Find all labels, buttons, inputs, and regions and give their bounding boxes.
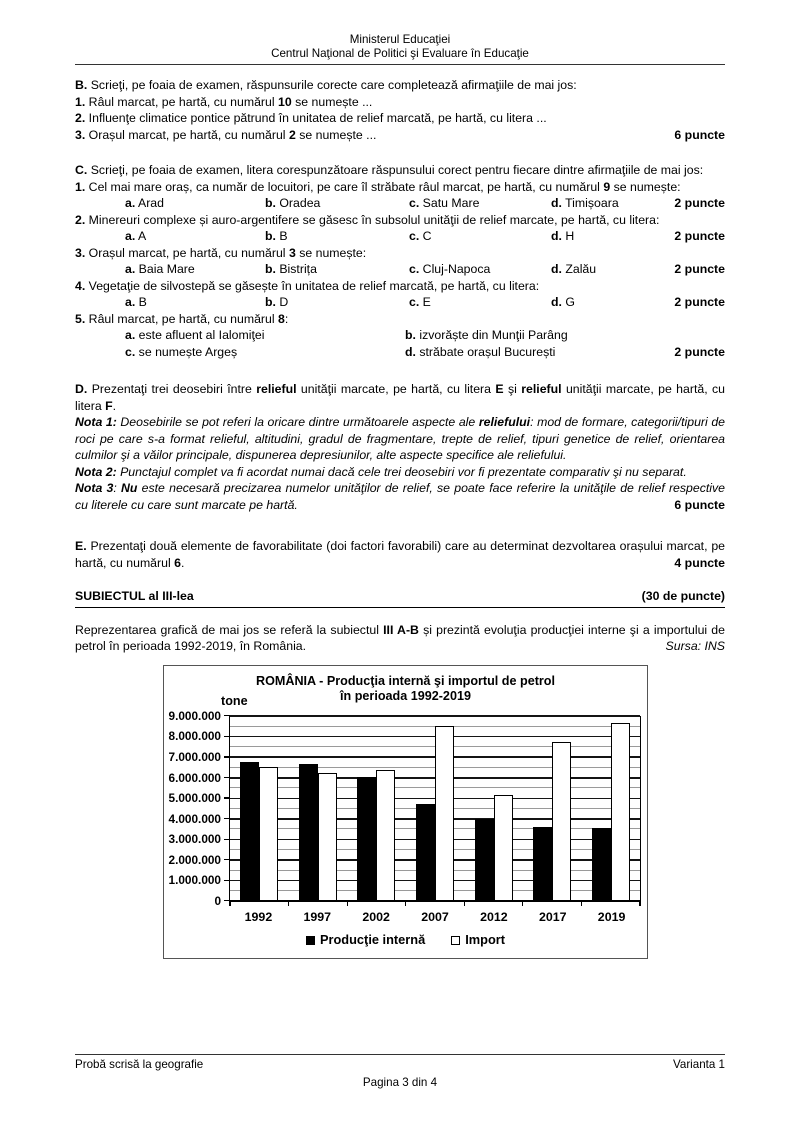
section-e <box>75 538 725 571</box>
x-axis-label: 2017 <box>538 909 567 924</box>
text-segment: Scrieţi, pe foaia de examen, răspunsurile corecte care completează afirmaţiile de mai jos: <box>87 78 577 93</box>
page-footer <box>75 1054 725 1090</box>
text-segment: Râul marcat, pe hartă, cu numărul <box>85 94 279 109</box>
bar-productie-interna-1992 <box>240 762 259 901</box>
text-segment: Nota 2: <box>75 464 117 479</box>
chart-unit-label: tone <box>221 693 248 708</box>
text-segment: . <box>112 398 117 413</box>
text-line <box>75 464 725 481</box>
option-d: d. străbate orașul București <box>405 344 556 359</box>
text-segment: se numește: <box>295 245 367 260</box>
option-d: d. Timișoara <box>551 196 619 211</box>
bar-group-1997 <box>289 716 348 901</box>
text-segment: se numește: <box>610 179 681 194</box>
text-segment: 2 puncte <box>674 229 725 244</box>
chart-plot <box>168 708 641 908</box>
x-axis-labels <box>229 909 641 926</box>
text-segment: Prezentaţi trei deosebiri între <box>87 382 257 397</box>
x-axis-label: 1997 <box>303 909 332 924</box>
x-axis-tick <box>522 901 523 906</box>
text-line <box>75 381 725 414</box>
options-row <box>75 228 725 245</box>
text-segment: . <box>180 555 185 570</box>
text-segment: Nota 3 <box>75 481 114 496</box>
page-header <box>75 0 725 65</box>
x-axis-label: 2012 <box>480 909 508 924</box>
bar-productie-interna-2019 <box>592 828 611 901</box>
text-segment: 10 <box>278 94 292 109</box>
subject-title: SUBIECTUL al III-lea <box>75 589 194 604</box>
section-d <box>75 381 725 513</box>
legend-label: Producţie internă <box>319 931 426 947</box>
text-segment: Scrieţi, pe foaia de examen, litera corespunzătoare răspunsului corect pentru fiecare dintre afirmaţiile de mai jos: <box>87 163 704 178</box>
x-axis-tick <box>464 901 465 906</box>
text-segment: se numește ... <box>291 94 373 109</box>
chart-legend <box>164 932 647 949</box>
y-axis-label: 3.000.000 <box>168 832 221 847</box>
option-b: b. izvorăște din Munţii Parâng <box>405 328 568 343</box>
text-segment: 2. <box>75 212 86 227</box>
text-segment: III A-B <box>383 622 419 637</box>
x-axis-tick <box>639 901 640 906</box>
text-segment: Nota 1: <box>75 415 117 430</box>
text-line <box>75 94 725 111</box>
text-segment: : mod de formare, categorii/tipuri de roci pe care s-a format relieful, altitudini, gradul de fragmentare, trepte de relief, tipuri genetice de relief, orientarea culmilor şi a văilor principale, dispunerea depresiunilor, alte aspecte specifice ale reliefului. <box>75 415 725 463</box>
text-segment: relieful <box>256 382 297 397</box>
text-line <box>75 212 725 229</box>
option-a: a. Baia Mare <box>125 262 195 277</box>
subject-points: (30 de puncte) <box>641 589 725 604</box>
option-c: c. E <box>409 295 431 310</box>
chart-intro-paragraph <box>75 622 725 655</box>
legend-swatch-icon <box>306 936 315 945</box>
option-c: c. Cluj-Napoca <box>409 262 491 277</box>
option-b: b. Oradea <box>265 196 321 211</box>
section-c <box>75 162 725 360</box>
y-axis-label: 1.000.000 <box>168 873 221 888</box>
text-line <box>75 77 725 94</box>
y-axis-label: 0 <box>214 893 221 908</box>
text-segment: Minereuri complexe și auro-argentifere se găsesc în subsolul unităţii de relief marcate, pe hartă, cu litera: <box>85 212 660 227</box>
text-segment: Orașul marcat, pe hartă, cu numărul <box>85 127 289 142</box>
points-marker <box>674 228 725 245</box>
option-a: a. Arad <box>125 196 164 211</box>
text-segment: 4. <box>75 278 86 293</box>
text-segment: 9 <box>603 179 611 194</box>
text-segment: și prezintă evoluţia producţiei interne şi a importului de petrol în perioada 1992-2019, în România. <box>75 622 725 654</box>
text-segment: 1. <box>75 179 86 194</box>
legend-item-productie-interna <box>306 932 425 949</box>
text-segment: reliefului <box>478 415 531 430</box>
ministry-line: Ministerul Educaţiei <box>349 33 451 46</box>
bar-group-1992 <box>230 716 289 901</box>
text-segment: 8 <box>278 311 285 326</box>
bar-productie-interna-2007 <box>416 804 435 901</box>
y-axis-label: 2.000.000 <box>168 852 221 867</box>
text-segment: se numește ... <box>295 127 377 142</box>
text-segment: 2. <box>75 111 86 126</box>
bar-import-2017 <box>552 742 571 901</box>
option-d: d. G <box>551 295 575 310</box>
text-segment: Deosebirile se pot referi la oricare dintre următoarele aspecte ale <box>116 415 479 430</box>
option-c: c. Satu Mare <box>409 196 480 211</box>
text-segment: 1. <box>75 94 86 109</box>
options-row <box>75 195 725 212</box>
legend-label: Import <box>465 931 506 947</box>
points-marker <box>674 195 725 212</box>
option-a: a. B <box>125 295 147 310</box>
text-segment: 2 <box>288 127 296 142</box>
text-segment: B. <box>75 78 88 93</box>
legend-item-import <box>451 932 505 949</box>
option-b: b. Bistrița <box>265 262 317 277</box>
bar-import-2007 <box>435 726 454 901</box>
option-b: b. D <box>265 295 289 310</box>
text-segment: Influenţe climatice pontice pătrund în unitatea de relief marcată, pe hartă, cu litera ... <box>85 111 547 126</box>
text-segment: 2 puncte <box>674 262 725 277</box>
x-axis-label: 2002 <box>362 909 390 924</box>
text-segment: unităţii marcate, pe hartă, cu litera <box>296 382 496 397</box>
text-segment: Vegetaţie de silvostepă se găsește în unitatea de relief marcată, pe hartă, cu litera: <box>85 278 540 293</box>
text-segment: E <box>495 382 504 397</box>
chart-title: ROMÂNIA - Producţia internă şi importul de petrol <box>255 673 555 688</box>
text-segment: 3. <box>75 127 86 142</box>
options-row <box>75 327 725 344</box>
text-segment: Reprezentarea grafică de mai jos se referă la subiectul <box>75 622 384 637</box>
y-axis-labels <box>159 708 221 908</box>
bar-productie-interna-2017 <box>533 827 552 901</box>
options-row <box>75 344 725 361</box>
section-b <box>75 77 725 143</box>
text-segment: 3. <box>75 245 86 260</box>
points-marker <box>674 127 725 144</box>
text-line <box>75 179 725 196</box>
x-axis-tick <box>581 901 582 906</box>
text-line <box>75 127 725 144</box>
text-segment: unităţii marcate, pe hartă, cu litera <box>75 382 726 413</box>
text-segment: 6 <box>174 555 181 570</box>
text-segment: D. <box>75 382 88 397</box>
text-segment: Orașul marcat, pe hartă, cu numărul <box>85 245 289 260</box>
option-b: b. B <box>265 229 288 244</box>
points-marker <box>674 344 725 361</box>
text-line <box>75 162 725 179</box>
text-segment: 2 puncte <box>674 196 725 211</box>
y-axis-label: 6.000.000 <box>168 770 221 785</box>
bar-productie-interna-1997 <box>299 764 318 901</box>
x-axis-label: 2007 <box>421 909 449 924</box>
options-row <box>75 261 725 278</box>
points-marker <box>674 261 725 278</box>
bar-group-2019 <box>581 716 640 901</box>
text-segment: 3 <box>288 245 296 260</box>
footer-right: Varianta 1 <box>673 1058 725 1071</box>
legend-swatch-icon <box>451 936 460 945</box>
x-axis-label: 2019 <box>597 909 626 924</box>
x-axis-line <box>230 900 640 902</box>
text-segment: şi <box>503 382 522 397</box>
x-axis-tick <box>288 901 289 906</box>
option-d: d. H <box>551 229 575 244</box>
text-segment: Nu <box>121 481 138 496</box>
y-axis-label: 7.000.000 <box>168 750 221 765</box>
points-marker <box>674 555 725 572</box>
text-segment: Prezentaţi două elemente de favorabilitate (doi factori favorabili) care au determinat dezvoltarea orașului marcat, pe hartă, cu numărul <box>75 539 725 570</box>
text-segment: : <box>113 481 122 496</box>
text-segment: Punctajul complet va fi acordat numai dacă cele trei deosebiri vor fi prezentate comparativ şi nu separat. <box>116 464 687 479</box>
bar-group-2012 <box>464 716 523 901</box>
text-segment: Râul marcat, pe hartă, cu numărul <box>85 311 279 326</box>
option-a: a. este afluent al Ialomiţei <box>125 328 265 343</box>
bar-import-2012 <box>494 795 513 901</box>
text-segment: E. <box>75 539 87 554</box>
text-segment: relieful <box>521 382 562 397</box>
text-segment: 2 puncte <box>674 344 725 359</box>
points-marker <box>674 497 725 514</box>
points-marker <box>666 638 725 655</box>
x-axis-label: 1992 <box>244 909 273 924</box>
y-axis-label: 5.000.000 <box>168 791 221 806</box>
bar-import-1997 <box>318 773 337 900</box>
y-axis-label: 8.000.000 <box>168 729 221 744</box>
bars-layer <box>230 716 640 901</box>
y-axis-label: 9.000.000 <box>168 708 221 723</box>
points-marker <box>674 294 725 311</box>
bar-group-2007 <box>406 716 465 901</box>
chart <box>163 665 648 959</box>
text-line <box>75 311 725 328</box>
option-d: d. Zalău <box>551 262 597 277</box>
text-line <box>75 110 725 127</box>
x-axis-tick <box>229 901 230 906</box>
bar-group-2002 <box>347 716 406 901</box>
option-a: a. A <box>125 229 147 244</box>
text-line <box>75 622 725 655</box>
x-axis-tick <box>405 901 406 906</box>
option-c: c. se numește Argeș <box>125 344 238 359</box>
text-line <box>75 480 725 513</box>
text-segment: 5. <box>75 311 86 326</box>
text-segment: 6 puncte <box>674 497 725 512</box>
text-segment: 4 puncte <box>674 555 725 570</box>
text-line <box>75 245 725 262</box>
text-segment: este necesară precizarea numelor unităţilor de relief, se poate face referire la unităţile de relief respective cu literele cu care sunt marcate pe hartă. <box>75 481 726 512</box>
text-segment: Cel mai mare oraș, ca număr de locuitori, pe care îl străbate râul marcat, pe hartă, cu numărul <box>85 179 604 194</box>
bar-import-2002 <box>376 770 395 901</box>
page-number: Pagina 3 din 4 <box>362 1076 438 1089</box>
text-segment: 2 puncte <box>674 295 725 310</box>
text-line <box>75 278 725 295</box>
bar-productie-interna-2012 <box>475 819 494 901</box>
option-c: c. C <box>409 229 432 244</box>
subject-heading <box>75 588 725 608</box>
text-segment: F <box>105 398 113 413</box>
text-segment: C. <box>75 163 88 178</box>
footer-left: Probă scrisă la geografie <box>75 1058 204 1071</box>
bar-group-2017 <box>523 716 582 901</box>
text-line <box>75 414 725 464</box>
bar-import-1992 <box>259 767 278 901</box>
chart-subtitle: în perioada 1992-2019 <box>340 688 471 703</box>
text-segment: Sursa: INS <box>665 639 725 654</box>
text-segment: : <box>284 311 289 326</box>
bar-productie-interna-2002 <box>357 777 376 901</box>
text-segment: 6 puncte <box>674 127 725 142</box>
x-axis-tick <box>347 901 348 906</box>
y-axis-label: 4.000.000 <box>168 811 221 826</box>
bar-import-2019 <box>611 723 630 901</box>
text-line <box>75 538 725 571</box>
center-line: Centrul Naţional de Politici şi Evaluare în Educaţie <box>271 47 529 61</box>
options-row <box>75 294 725 311</box>
